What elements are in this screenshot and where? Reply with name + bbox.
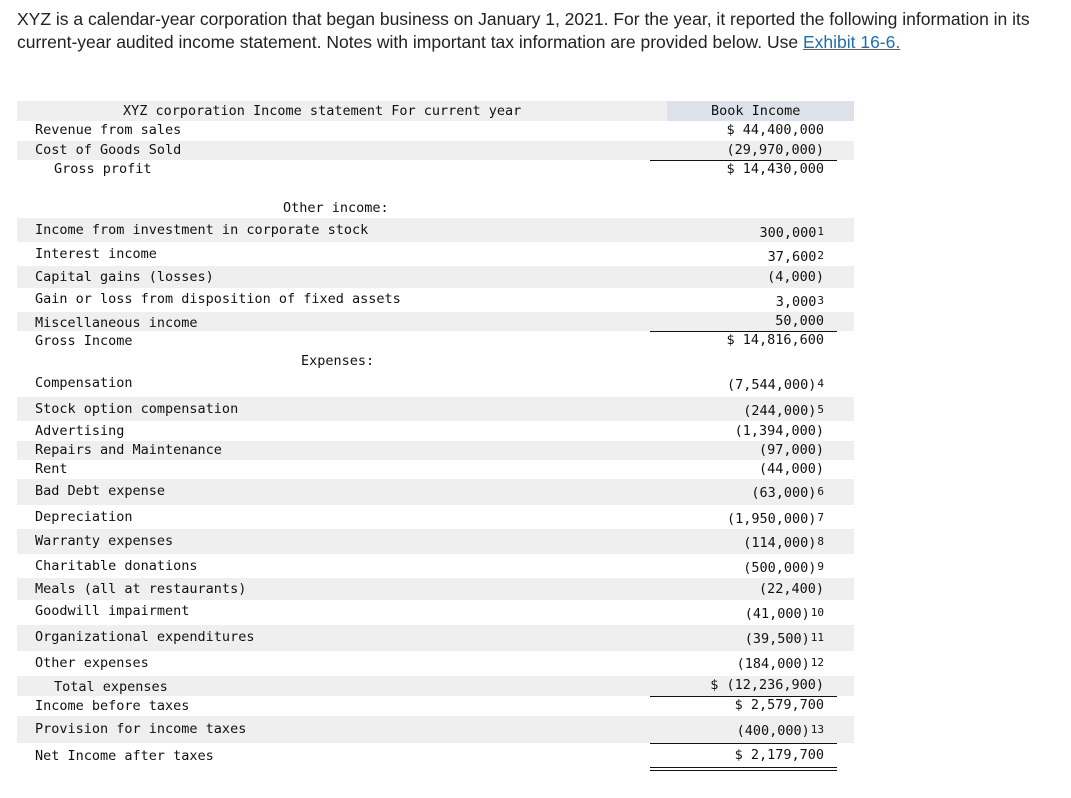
- row-amount: 300,000: [759, 225, 817, 241]
- row-label: Advertising: [35, 423, 125, 439]
- row-amount: (44,000): [758, 461, 824, 477]
- row-amount: 3,000: [775, 294, 817, 310]
- table-row: [17, 397, 854, 421]
- row-amount: 37,600: [767, 249, 817, 265]
- row-amount: (41,000): [744, 606, 810, 622]
- table-row: [17, 716, 854, 743]
- row-amount: (114,000): [743, 535, 817, 551]
- row-amount: (400,000): [736, 723, 810, 739]
- row-label: Total expenses: [54, 679, 168, 695]
- table-row: [17, 288, 854, 312]
- note-ref: 3: [817, 294, 824, 307]
- table-row: [17, 578, 854, 600]
- row-amount: $ 44,400,000: [726, 122, 824, 138]
- table-row: [17, 242, 854, 266]
- row-amount: (39,500): [744, 631, 810, 647]
- row-label: Goodwill impairment: [35, 603, 190, 619]
- row-amount: $ 2,179,700: [734, 747, 824, 763]
- row-label: Gain or loss from disposition of fixed assets: [35, 291, 401, 307]
- note-ref: 6: [817, 485, 824, 498]
- row-label: Net Income after taxes: [35, 748, 214, 764]
- row-amount: $ (12,236,900): [710, 677, 824, 693]
- table-row: [17, 676, 854, 696]
- statement-title: XYZ corporation Income statement For current year: [123, 103, 522, 119]
- row-label: Depreciation: [35, 509, 133, 525]
- row-amount: 50,000: [775, 313, 824, 329]
- note-ref: 11: [810, 631, 824, 644]
- row-amount: (1,394,000): [734, 423, 824, 439]
- table-row: [17, 600, 854, 625]
- table-row: [17, 529, 854, 554]
- table-row: [17, 218, 854, 242]
- row-label: Other expenses: [35, 655, 149, 671]
- row-label: Miscellaneous income: [35, 315, 198, 331]
- table-row: [17, 460, 854, 479]
- table-row: [17, 312, 854, 331]
- row-label: Warranty expenses: [35, 533, 174, 549]
- table-row: [17, 266, 854, 288]
- row-label: Provision for income taxes: [35, 721, 247, 737]
- row-amount: (1,950,000): [726, 511, 817, 527]
- row-amount: $ 2,579,700: [734, 697, 824, 713]
- table-row: [17, 121, 854, 141]
- table-row: [17, 421, 854, 441]
- note-ref: 1: [817, 225, 824, 238]
- row-label: Gross profit: [54, 161, 152, 177]
- row-amount: (244,000): [743, 403, 817, 419]
- row-amount: (7,544,000): [726, 377, 817, 393]
- table-row: [17, 331, 854, 351]
- note-ref: 13: [810, 723, 824, 736]
- double-underline-top: [650, 767, 837, 768]
- table-row: [17, 160, 854, 180]
- row-amount: (4,000): [767, 269, 824, 285]
- row-label: Cost of Goods Sold: [35, 142, 182, 158]
- table-row: [17, 554, 854, 578]
- row-label: Income from investment in corporate stock: [35, 222, 369, 238]
- table-row: [17, 651, 854, 676]
- table-row: [17, 371, 854, 397]
- row-amount: (63,000): [751, 485, 817, 501]
- table-row: [17, 441, 854, 460]
- note-ref: 8: [817, 535, 824, 548]
- intro-text: XYZ is a calendar-year corporation that began business on January 1, 2021. For the year, it reported the following information in its current-year audited income statement. Notes with important tax information are provided below. Use: [17, 9, 1030, 52]
- table-row: [17, 505, 854, 529]
- row-label: Bad Debt expense: [35, 483, 166, 499]
- book-income-header: Book Income: [711, 103, 801, 119]
- problem-intro: [17, 8, 1062, 54]
- row-label: Income before taxes: [35, 698, 190, 714]
- row-amount: (22,400): [758, 581, 824, 597]
- other-income-heading: Other income:: [283, 200, 389, 216]
- note-ref: 12: [810, 656, 824, 669]
- row-label: Repairs and Maintenance: [35, 442, 222, 458]
- exhibit-link[interactable]: Exhibit 16-6.: [802, 32, 901, 52]
- section-heading-row: [17, 351, 854, 371]
- note-ref: 5: [817, 403, 824, 416]
- table-row: [17, 479, 854, 505]
- row-label: Meals (all at restaurants): [35, 581, 247, 597]
- row-amount: $ 14,430,000: [726, 161, 824, 177]
- row-amount: (184,000): [736, 656, 810, 672]
- expenses-heading: Expenses:: [301, 353, 375, 369]
- row-label: Revenue from sales: [35, 122, 182, 138]
- table-row: [17, 696, 854, 716]
- row-label: Capital gains (losses): [35, 269, 214, 285]
- row-amount: $ 14,816,600: [726, 332, 824, 348]
- table-row: [17, 141, 854, 160]
- row-amount: (500,000): [743, 560, 817, 576]
- row-label: Gross Income: [35, 333, 133, 349]
- row-label: Organizational expenditures: [35, 629, 255, 645]
- row-label: Charitable donations: [35, 558, 198, 574]
- table-row: [17, 743, 854, 767]
- note-ref: 9: [817, 560, 824, 573]
- table-row: [17, 625, 854, 651]
- row-amount: (97,000): [758, 442, 824, 458]
- note-ref: 4: [817, 377, 824, 390]
- row-label: Stock option compensation: [35, 401, 239, 417]
- note-ref: 10: [810, 606, 824, 619]
- note-ref: 7: [817, 511, 824, 524]
- row-amount: (29,970,000): [726, 142, 824, 158]
- row-label: Rent: [35, 461, 68, 477]
- row-label: Interest income: [35, 246, 157, 262]
- note-ref: 2: [817, 249, 824, 262]
- row-label: Compensation: [35, 375, 133, 391]
- statement-header-row: [17, 101, 854, 121]
- double-underline-bottom: [650, 770, 837, 771]
- section-heading-row: [17, 198, 854, 218]
